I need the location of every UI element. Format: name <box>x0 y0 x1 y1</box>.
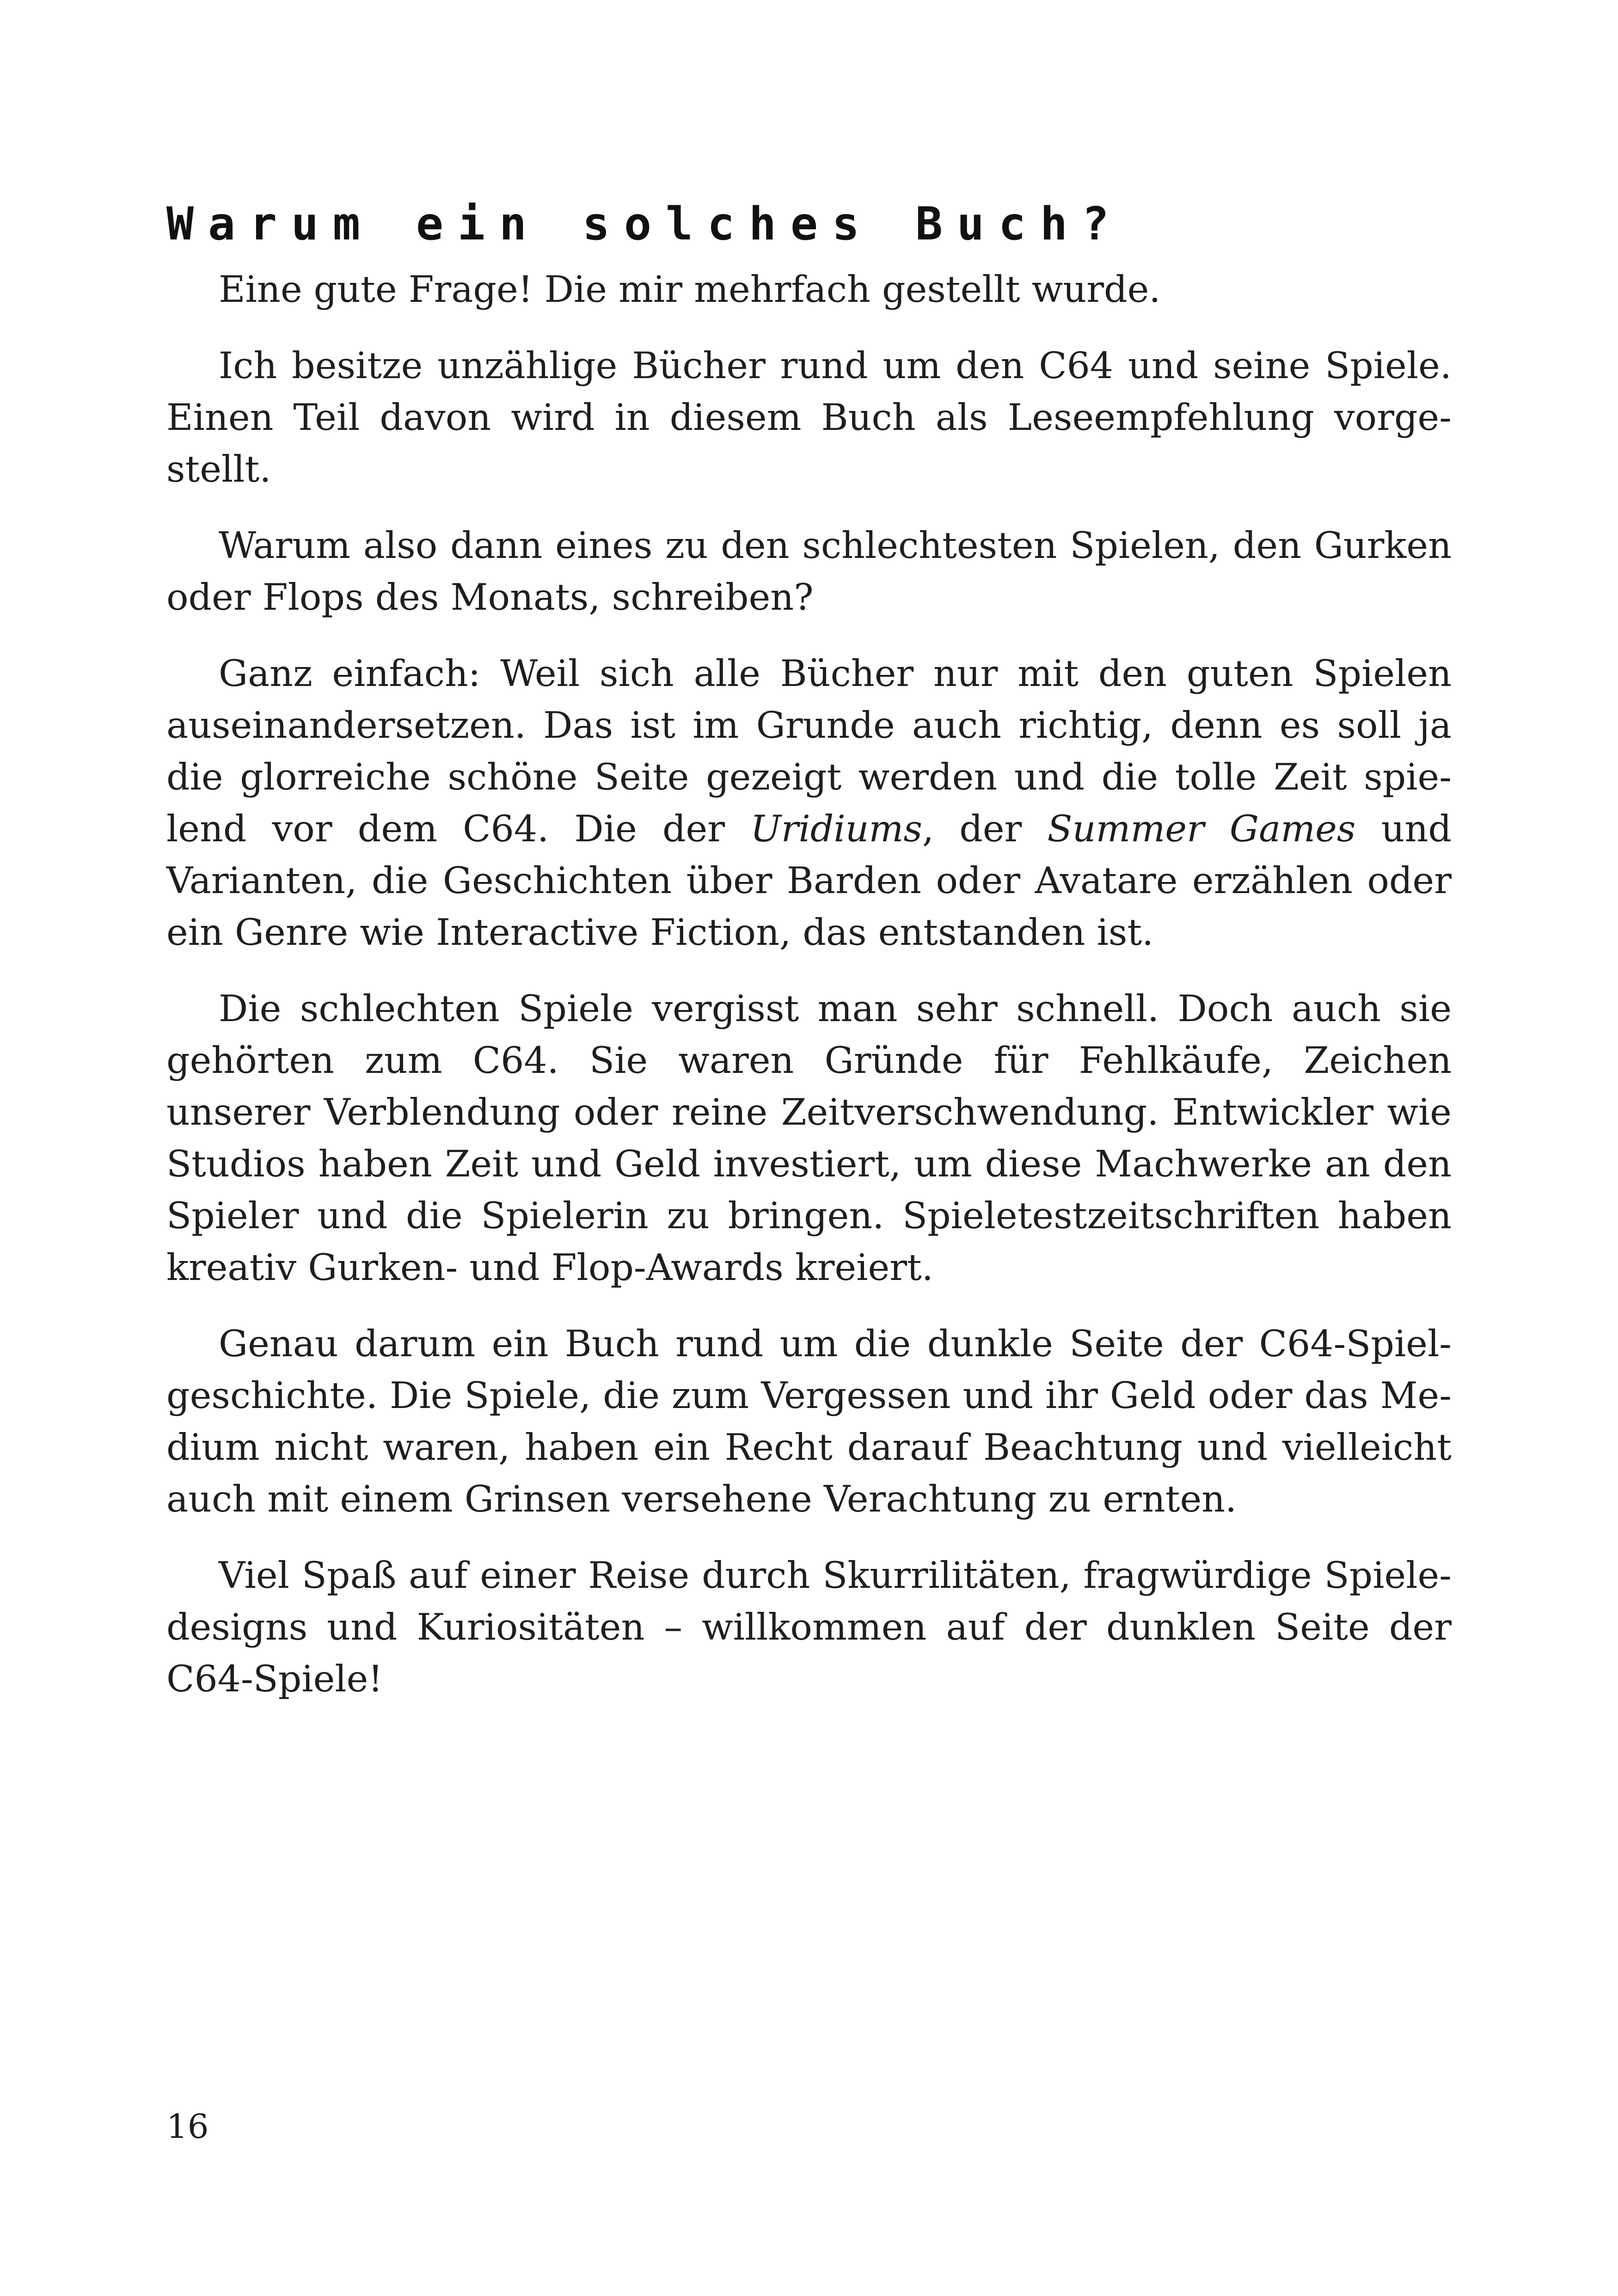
paragraph <box>166 983 1452 1293</box>
text-run: Warum also dann eines zu den schlechtesten Spielen, den Gurken oder Flops des Monats, schreiben? <box>166 524 1452 618</box>
page-number: 16 <box>166 2107 209 2146</box>
text-run: Ganz einfach: Weil sich alle Bücher nur mit den guten Spielen auseinandersetzen. Das ist im Grunde auch richtig, denn es soll ja die glorreiche schöne Seite gezeigt werden und die tolle Zeit spielend vor dem C64. Die der <box>166 652 1452 850</box>
text-run: , der <box>922 808 1048 850</box>
chapter-heading: Warum ein solches Buch? <box>166 198 1124 251</box>
game-title-italic: Uridiums <box>750 808 922 850</box>
paragraph <box>166 520 1452 623</box>
text-run: Viel Spaß auf einer Reise durch Skurrilitäten, fragwürdige Spieledesigns und Kuriositäten – willkommen auf der dunklen Seite der C64-Spiele! <box>166 1554 1452 1700</box>
body-text <box>166 263 1452 1729</box>
paragraph <box>166 263 1452 315</box>
text-run: und Varianten, die Geschichten über Barden oder Avatare erzählen oder ein Genre wie Interactive Fiction, das entstanden ist. <box>166 808 1452 954</box>
paragraph <box>166 340 1452 495</box>
paragraph <box>166 1318 1452 1525</box>
paragraph <box>166 1549 1452 1705</box>
text-run: Ich besitze unzählige Bücher rund um den C64 und seine Spiele. Einen Teil davon wird in diesem Buch als Leseempfehlung vorgestellt. <box>166 344 1452 490</box>
text-run: Eine gute Frage! Die mir mehrfach gestellt wurde. <box>219 268 1161 311</box>
text-run: Die schlechten Spiele vergisst man sehr schnell. Doch auch sie gehörten zum C64. Sie waren Gründe für Fehlkäufe, Zeichen unserer Verblendung oder reine Zeitverschwendung. Entwickler wie Studios haben Zeit und Geld investiert, um diese Machwerke an den Spieler und die Spielerin zu bringen. Spieletestzeitschriften haben kreativ Gurken- und Flop-Awards kreiert. <box>166 987 1452 1289</box>
paragraph <box>166 648 1452 958</box>
text-run: Genau darum ein Buch rund um die dunkle Seite der C64-Spielgeschichte. Die Spiele, die zum Vergessen und ihr Geld oder das Medium nicht waren, haben ein Recht darauf Beachtung und vielleicht auch mit einem Grinsen versehene Verachtung zu ernten. <box>166 1322 1452 1520</box>
game-title-italic: Summer Games <box>1047 808 1356 850</box>
